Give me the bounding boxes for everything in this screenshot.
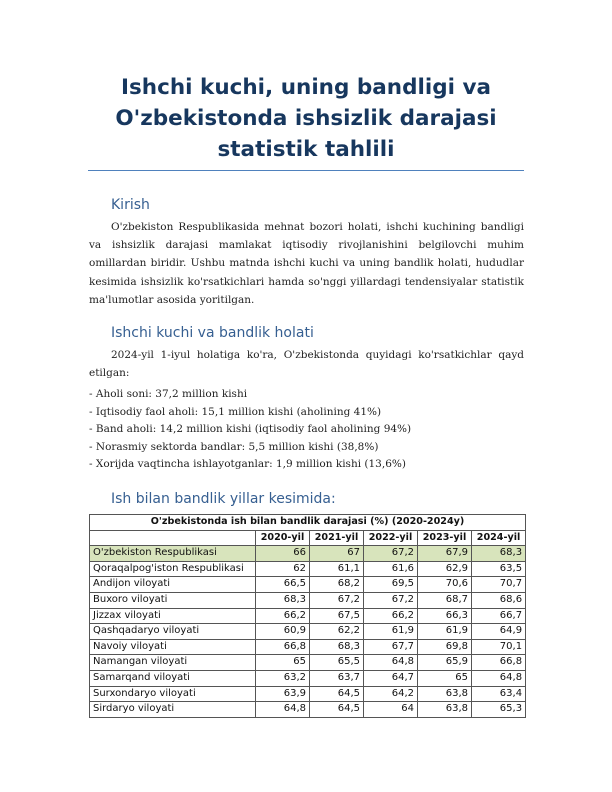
table-cell: 66,8	[256, 639, 310, 655]
labor-heading: Ishchi kuchi va bandlik holati	[111, 325, 314, 341]
table-row	[90, 686, 526, 702]
title-divider	[88, 170, 524, 171]
table-cell: 64,5	[310, 686, 364, 702]
row-label: Samarqand viloyati	[90, 670, 256, 686]
employment-heading: Ish bilan bandlik yillar kesimida:	[111, 491, 336, 507]
employment-table-wrapper	[89, 514, 525, 718]
table-cell: 64,2	[364, 686, 418, 702]
table-cell: 63,7	[310, 670, 364, 686]
table-row	[90, 561, 526, 577]
row-label: Jizzax viloyati	[90, 608, 256, 624]
row-label: Qoraqalpog'iston Respublikasi	[90, 561, 256, 577]
table-cell: 64,9	[472, 624, 526, 640]
table-cell: 62,9	[418, 561, 472, 577]
table-cell: 66,5	[256, 577, 310, 593]
table-cell: 65	[418, 670, 472, 686]
list-item: - Aholi soni: 37,2 million kishi	[89, 388, 248, 400]
table-cell: 68,2	[310, 577, 364, 593]
table-row	[90, 702, 526, 718]
table-cell: 68,3	[310, 639, 364, 655]
table-cell: 67,5	[310, 608, 364, 624]
table-cell: 64,8	[256, 702, 310, 718]
table-cell: 61,1	[310, 561, 364, 577]
table-cell: 63,9	[256, 686, 310, 702]
table-row	[90, 624, 526, 640]
row-label: Qashqadaryo viloyati	[90, 624, 256, 640]
table-cell: 65,5	[310, 655, 364, 671]
column-header: 2020-yil	[256, 530, 310, 546]
row-label: Sirdaryo viloyati	[90, 702, 256, 718]
table-cell: 68,3	[256, 592, 310, 608]
labor-bullet-list	[89, 386, 411, 474]
row-label: Surxondaryo viloyati	[90, 686, 256, 702]
table-row	[90, 639, 526, 655]
table-row	[90, 592, 526, 608]
column-header: 2021-yil	[310, 530, 364, 546]
table-cell: 61,6	[364, 561, 418, 577]
table-caption-row	[90, 515, 526, 531]
labor-paragraph: 2024-yil 1-iyul holatiga ko'ra, O'zbekistonda quyidagi ko'rsatkichlar qayd etilgan:	[89, 349, 524, 380]
table-cell: 67,2	[364, 546, 418, 562]
table-cell: 66,8	[472, 655, 526, 671]
column-header: 2023-yil	[418, 530, 472, 546]
table-cell: 66,2	[364, 608, 418, 624]
table-cell: 66,3	[418, 608, 472, 624]
table-cell: 64,8	[364, 655, 418, 671]
table-cell: 64,7	[364, 670, 418, 686]
table-row	[90, 670, 526, 686]
table-caption: O'zbekistonda ish bilan bandlik darajasi (%) (2020-2024y)	[90, 515, 526, 531]
list-item: - Norasmiy sektorda bandlar: 5,5 million kishi (38,8%)	[89, 440, 379, 453]
table-cell: 67,2	[364, 592, 418, 608]
intro-heading: Kirish	[111, 197, 150, 213]
table-cell: 68,3	[472, 546, 526, 562]
table-row	[90, 546, 526, 562]
document-title: Ishchi kuchi, uning bandligi va O'zbekistonda ishsizlik darajasi statistik tahlili	[115, 75, 497, 162]
table-cell: 70,6	[418, 577, 472, 593]
table-cell: 65,3	[472, 702, 526, 718]
table-row	[90, 608, 526, 624]
table-cell: 62	[256, 561, 310, 577]
table-cell: 64	[364, 702, 418, 718]
table-cell: 66,2	[256, 608, 310, 624]
table-body	[90, 546, 526, 718]
table-cell: 64,5	[310, 702, 364, 718]
column-header	[90, 530, 256, 546]
table-cell: 67,9	[418, 546, 472, 562]
table-cell: 68,6	[472, 592, 526, 608]
table-cell: 65	[256, 655, 310, 671]
row-label: Andijon viloyati	[90, 577, 256, 593]
table-cell: 61,9	[418, 624, 472, 640]
list-item: - Iqtisodiy faol aholi: 15,1 million kishi (aholining 41%)	[89, 405, 382, 418]
table-cell: 69,8	[418, 639, 472, 655]
row-label: O'zbekiston Respublikasi	[90, 546, 256, 562]
table-header-row	[90, 530, 526, 546]
table-cell: 63,4	[472, 686, 526, 702]
row-label: Navoiy viloyati	[90, 639, 256, 655]
row-label: Namangan viloyati	[90, 655, 256, 671]
table-cell: 68,7	[418, 592, 472, 608]
table-cell: 63,5	[472, 561, 526, 577]
table-cell: 66,7	[472, 608, 526, 624]
table-row	[90, 577, 526, 593]
table-cell: 64,8	[472, 670, 526, 686]
table-cell: 66	[256, 546, 310, 562]
table-cell: 63,8	[418, 702, 472, 718]
table-cell: 63,8	[418, 686, 472, 702]
table-cell: 63,2	[256, 670, 310, 686]
table-cell: 67	[310, 546, 364, 562]
column-header: 2024-yil	[472, 530, 526, 546]
table-row	[90, 655, 526, 671]
table-cell: 60,9	[256, 624, 310, 640]
intro-paragraph: O'zbekiston Respublikasida mehnat bozori holati, ishchi kuchining bandligi va ishsizlik darajasi mamlakat iqtisodiy rivojlanishini belgilovchi muhim omillardan biridir. Ushbu matnda ishchi kuchi va uning bandlik holati, hududlar kesimida ishsizlik ko'rsatkichlari hamda so'nggi yillardagi tendensiyalar statistik ma'lumotlar asosida yoritilgan.	[89, 221, 524, 306]
table-cell: 62,2	[310, 624, 364, 640]
list-item: - Band aholi: 14,2 million kishi (iqtisodiy faol aholining 94%)	[89, 423, 412, 436]
column-header: 2022-yil	[364, 530, 418, 546]
table-cell: 70,7	[472, 577, 526, 593]
table-cell: 69,5	[364, 577, 418, 593]
table-cell: 67,7	[364, 639, 418, 655]
list-item: - Xorijda vaqtincha ishlayotganlar: 1,9 million kishi (13,6%)	[89, 458, 406, 471]
row-label: Buxoro viloyati	[90, 592, 256, 608]
table-cell: 67,2	[310, 592, 364, 608]
table-cell: 65,9	[418, 655, 472, 671]
table-cell: 70,1	[472, 639, 526, 655]
employment-table	[89, 514, 526, 718]
table-cell: 61,9	[364, 624, 418, 640]
